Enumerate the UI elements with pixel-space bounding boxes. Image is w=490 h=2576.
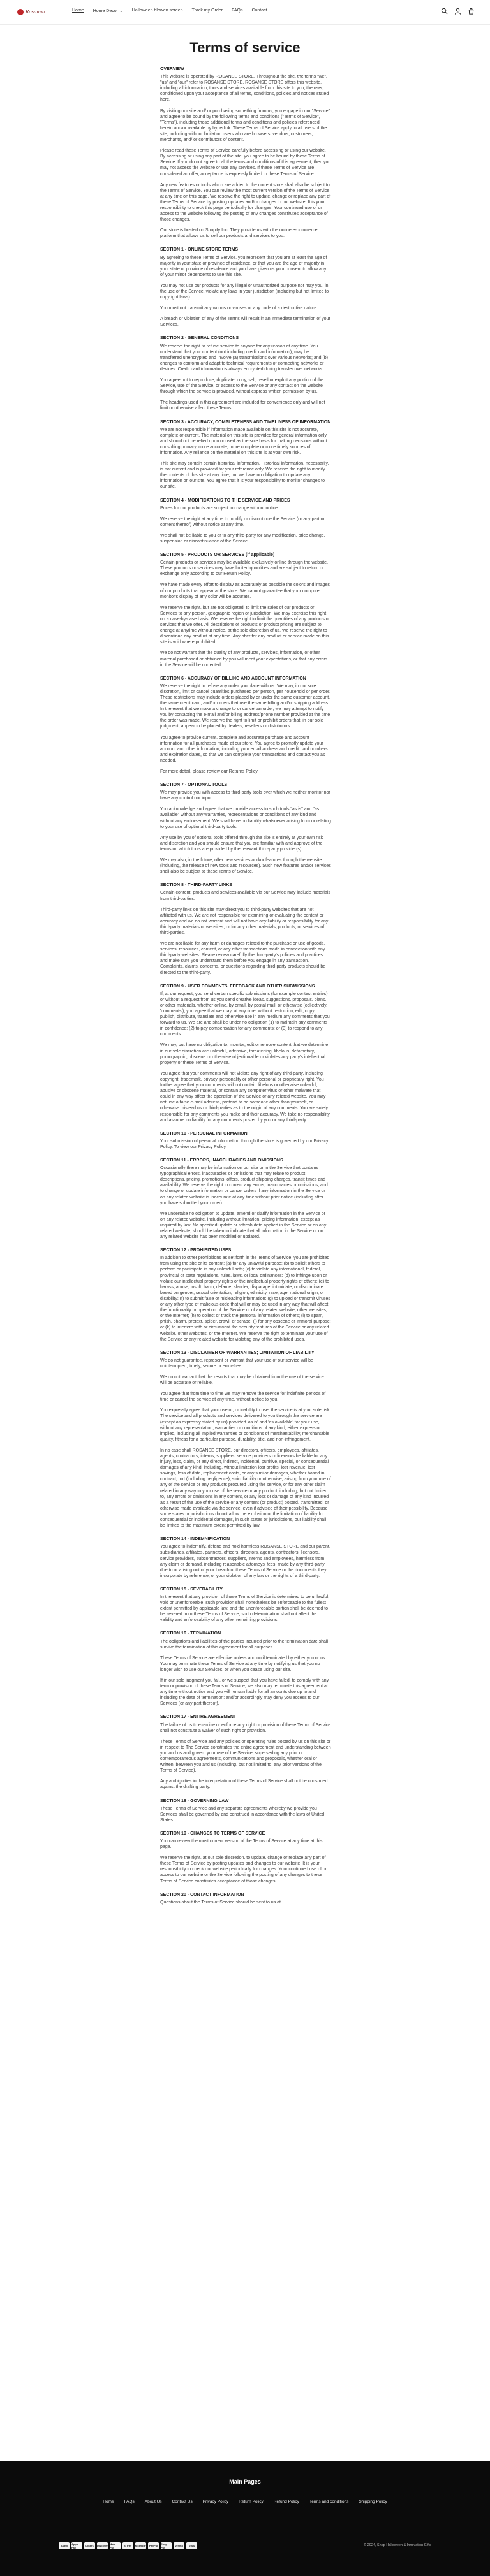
section-paragraph: We may also, in the future, offer new services and/or features through the website (including, the release of new tools and resources). Such new features and/or services shall also be subject to these Terms of Service. <box>160 858 331 875</box>
terms-section <box>160 1350 331 1529</box>
section-paragraph: We reserve the right, at our sole discretion, to update, change or replace any part of these Terms of Service by posting updates and changes to our website. It is your responsibility to check our website periodically for changes. Your continued use of or access to our website or the Service following the posting of any changes to these Terms of Service constitutes acceptance of those changes. <box>160 1856 327 1884</box>
terms-section <box>160 498 331 545</box>
section-paragraph: You agree to provide current, complete and accurate purchase and account information for all purchases made at our store. You agree to promptly update your account and other information, including your email address and credit card numbers and expiration dates, so that we can complete your transactions and contact you as needed. <box>160 735 328 763</box>
section-paragraph: You expressly agree that your use of, or inability to use, the service is at your sole risk. The service and all products and services delivered to you through the service are (except as expressly stated by us) provided 'as is' and 'as available' for your use, without any representation, warranties or conditions of any kind, either express or implied, including all implied warranties or conditions of merchantability, merchantable quality, fitness for a particular purpose, durability, title, and non-infringement. <box>160 1408 331 1442</box>
section-paragraph: Any use by you of optional tools offered through the site is entirely at your own risk and discretion and you should ensure that you are familiar with and approve of the terms on which tools are provided by the relevant third-party provider(s). <box>160 835 323 852</box>
brand-logo[interactable] <box>17 7 56 17</box>
nav-item-home-decor[interactable]: Home Decor ⌄ <box>93 9 123 13</box>
section-heading: SECTION 16 - TERMINATION <box>160 1631 221 1636</box>
section-paragraph: We do not guarantee, represent or warrant that your use of our service will be uninterrupted, timely, secure or error-free. <box>160 1358 313 1369</box>
overview-paragraph: This website is operated by ROSANSE STORE. Throughout the site, the terms "we", "us" and "our" refer to ROSANSE STORE. ROSANSE STORE offers this website, including all information, tools and services available from this site to you, the user, conditioned upon your acceptance of all terms, conditions, policies and notices stated here. <box>160 75 329 103</box>
terms-section <box>160 419 331 490</box>
payment-method-icon: Venmo <box>174 2542 184 2549</box>
terms-section <box>160 335 331 411</box>
site-header <box>0 0 490 25</box>
section-heading: SECTION 14 - INDEMNIFICATION <box>160 1537 230 1542</box>
section-heading: SECTION 11 - ERRORS, INACCURACIES AND OMISSIONS <box>160 1158 283 1163</box>
section-paragraph: We have made every effort to display as accurately as possible the colors and images of our products that appear at the store. We cannot guarantee that your computer monitor's display of any color will be accurate. <box>160 583 330 599</box>
overview-section <box>160 66 331 239</box>
terms-section <box>160 676 331 775</box>
section-heading: SECTION 5 - PRODUCTS OR SERVICES (if applicable) <box>160 553 275 558</box>
section-paragraph: Prices for our products are subject to change without notice. <box>160 506 279 511</box>
footer-link-home[interactable]: Home <box>103 2500 114 2504</box>
cart-icon[interactable] <box>468 8 475 15</box>
section-paragraph: If in our sole judgment you fail, or we suspect that you have failed, to comply with any term or provision of these Terms of Service, we also may terminate this agreement at any time without notice and you will remain liable for all amounts due up to and including the date of termination; and/or accordingly may deny you access to our Services (or any part thereof). <box>160 1678 329 1706</box>
section-paragraph: Occasionally there may be information on our site or in the Service that contains typographical errors, inaccuracies or omissions that may relate to product descriptions, pricing, promotions, offers, product shipping charges, transit times and availability. We reserve the right to correct any errors, inaccuracies or omissions, and to change or update information or cancel orders if any information in the Service or on any related website is inaccurate at any time without prior notice (including after you have submitted your order). <box>160 1166 328 1205</box>
section-paragraph: We reserve the right to refuse any order you place with us. We may, in our sole discretion, limit or cancel quantities purchased per person, per household or per order. These restrictions may include orders placed by or under the same customer account, the same credit card, and/or orders that use the same billing and/or shipping address. In the event that we make a change to or cancel an order, we may attempt to notify you by contacting the e-mail and/or billing address/phone number provided at the time the order was made. We reserve the right to limit or prohibit orders that, in our sole judgment, appear to be placed by dealers, resellers or distributors. <box>160 683 330 729</box>
footer-links <box>0 2500 490 2504</box>
payment-method-icon: Apple Pay <box>71 2542 82 2549</box>
section-paragraph: By agreeing to these Terms of Service, you represent that you are at least the age of majority in your state or province of residence, or that you are the age of majority in your state or province of residence and you have given us your consent to allow any of your minor dependents to use this site. <box>160 255 327 277</box>
overview-heading: OVERVIEW <box>160 67 184 71</box>
section-paragraph: You agree to indemnify, defend and hold harmless ROSANSE STORE and our parent, subsidiaries, affiliates, partners, officers, directors, agents, contractors, licensors, service providers, subcontractors, suppliers, interns and employees, harmless from any claim or demand, including reasonable attorneys' fees, made by any third-party due to or arising out of your breach of these Terms of Service or the documents they incorporate by reference, or your violation of any law or the rights of a third-party. <box>160 1545 330 1578</box>
overview-paragraph: Any new features or tools which are added to the current store shall also be subject to the Terms of Service. You can review the most current version of the Terms of Service at any time on this page. We reserve the right to update, change or replace any part of these Terms of Service by posting updates and/or changes to our website. It is your responsibility to check this page periodically for changes. Your continued use of or access to the website following the posting of any changes constitutes acceptance of those changes. <box>160 182 331 222</box>
section-paragraph: Certain products or services may be available exclusively online through the website. These products or services may have limited quantities and are subject to return or exchange only according to our Return Policy. <box>160 560 329 577</box>
section-paragraph: In addition to other prohibitions as set forth in the Terms of Service, you are prohibited from using the site or its content: (a) for any unlawful purpose; (b) to solicit others to perform or participate in any unlawful acts; (c) to violate any international, federal, provincial or state regulations, rules, laws, or local ordinances; (d) to infringe upon or violate our intellectual property rights or the intellectual property rights of others; (e) to harass, abuse, insult, harm, defame, slander, disparage, intimidate, or discriminate based on gender, sexual orientation, religion, ethnicity, race, age, national origin, or disability; (f) to submit false or misleading information; (g) to upload or transmit viruses or any other type of malicious code that will or may be used in any way that will affect the functionality or operation of the Service or of any related website, other websites, or the Internet; (h) to collect or track the personal information of others; (i) to spam, phish, pharm, pretext, spider, crawl, or scrape; (j) for any obscene or immoral purpose; or (k) to interfere with or circumvent the security features of the Service or any related website, other websites, or the Internet. We reserve the right to terminate your use of the Service or any related website for violating any of the prohibited uses. <box>160 1256 331 1342</box>
nav-item-contact[interactable]: Contact <box>251 8 267 13</box>
section-heading: SECTION 17 - ENTIRE AGREEMENT <box>160 1715 237 1720</box>
section-heading: SECTION 18 - GOVERNING LAW <box>160 1798 229 1803</box>
terms-section <box>160 1831 331 1884</box>
section-paragraph: We reserve the right at any time to modify or discontinue the Service (or any part or content thereof) without notice at any time. <box>160 516 325 527</box>
section-heading: SECTION 20 - CONTACT INFORMATION <box>160 1892 244 1897</box>
section-paragraph: Any ambiguities in the interpretation of these Terms of Service shall not be construed against the drafting party. <box>160 1779 328 1790</box>
section-paragraph: We shall not be liable to you or to any third-party for any modification, price change, suspension or discontinuance of the Service. <box>160 533 325 544</box>
footer-link-terms[interactable]: Terms and conditions <box>309 2500 349 2504</box>
section-heading: SECTION 8 - THIRD-PARTY LINKS <box>160 883 232 888</box>
site-footer <box>0 2461 490 2576</box>
terms-section <box>160 247 331 328</box>
terms-section <box>160 984 331 1123</box>
payment-method-icon: PayPal <box>148 2542 159 2549</box>
section-heading: SECTION 7 - OPTIONAL TOOLS <box>160 783 228 788</box>
terms-content <box>160 66 331 1910</box>
terms-section <box>160 1631 331 1706</box>
section-paragraph: We reserve the right to refuse service to anyone for any reason at any time. You understand that your content (not including credit card information), may be transferred unencrypted and involve (a) transmissions over various networks; and (b) changes to conform and adapt to technical requirements of connecting networks or devices. Credit card information is always encrypted during transfer over networks. <box>160 344 329 372</box>
payment-method-icon: AMEX <box>59 2542 70 2549</box>
section-paragraph: You must not transmit any worms or viruses or any code of a destructive nature. <box>160 306 318 311</box>
section-paragraph: The headings used in this agreement are included for convenience only and will not limit or otherwise affect these Terms. <box>160 400 325 411</box>
terms-section <box>160 1714 331 1790</box>
footer-link-shipping[interactable]: Shipping Policy <box>359 2500 387 2504</box>
section-paragraph: We do not warrant that the results that may be obtained from the use of the service will be accurate or reliable. <box>160 1374 324 1386</box>
footer-link-contact[interactable]: Contact Us <box>172 2500 193 2504</box>
terms-section <box>160 1892 331 1905</box>
section-paragraph: We undertake no obligation to update, amend or clarify information in the Service or on any related website, including without limitation, pricing information, except as required by law. No specified update or refresh date applied in the Service or on any related website, should be taken to indicate that all information in the Service or on any related website has been modified or updated. <box>160 1211 327 1240</box>
payment-method-icon: Meta Pay <box>110 2542 121 2549</box>
overview-paragraph: Our store is hosted on Shopify Inc. They provide us with the online e-commerce platform that allows us to sell our products and services to you. <box>160 228 318 239</box>
terms-section <box>160 782 331 875</box>
logo-mark-icon <box>17 9 24 15</box>
section-heading: SECTION 15 - SEVERABILITY <box>160 1587 223 1592</box>
section-paragraph: We may provide you with access to third-party tools over which we neither monitor nor have any control nor input. <box>160 790 330 801</box>
section-paragraph: Questions about the Terms of Service should be sent to us at <box>160 1900 281 1905</box>
section-paragraph: The failure of us to exercise or enforce any right or provision of these Terms of Service shall not constitute a waiver of such right or provision. <box>160 1722 331 1733</box>
section-paragraph: We do not warrant that the quality of any products, services, information, or other material purchased or obtained by you will meet your expectations, or that any errors in the Service will be corrected. <box>160 651 328 667</box>
terms-section <box>160 1536 331 1579</box>
section-heading: SECTION 19 - CHANGES TO TERMS OF SERVICE <box>160 1831 265 1836</box>
payment-method-icon: G Pay <box>122 2542 133 2549</box>
section-heading: SECTION 2 - GENERAL CONDITIONS <box>160 336 239 341</box>
header-icons <box>441 8 475 15</box>
brand-name: Rosanna <box>26 10 45 15</box>
payment-method-icon: Diners <box>84 2542 95 2549</box>
section-heading: SECTION 6 - ACCURACY OF BILLING AND ACCOUNT INFORMATION <box>160 676 306 681</box>
section-paragraph: You may not use our products for any illegal or unauthorized purpose nor may you, in the use of the Service, violate any laws in your jurisdiction (including but not limited to copyright laws). <box>160 283 329 300</box>
section-heading: SECTION 12 - PROHIBITED USES <box>160 1248 232 1253</box>
footer-link-privacy[interactable]: Privacy Policy <box>202 2500 229 2504</box>
section-heading: SECTION 3 - ACCURACY, COMPLETENESS AND TIMELINESS OF INFORMATION <box>160 419 331 425</box>
section-heading: SECTION 13 - DISCLAIMER OF WARRANTIES; LIMITATION OF LIABILITY <box>160 1350 315 1355</box>
section-heading: SECTION 10 - PERSONAL INFORMATION <box>160 1131 248 1136</box>
section-paragraph: We reserve the right, but are not obligated, to limit the sales of our products or Services to any person, geographic region or jurisdiction. We may exercise this right on a case-by-case basis. We reserve the right to limit the quantities of any products or services that we offer. All descriptions of products or product pricing are subject to change at anytime without notice, at the sole discretion of us. We reserve the right to discontinue any product at any time. Any offer for any product or service made on this site is void where prohibited. <box>160 605 330 645</box>
section-paragraph: For more detail, please review our Returns Policy. <box>160 769 259 774</box>
nav-item-faqs[interactable]: FAQs <box>231 8 243 13</box>
terms-section <box>160 1158 331 1240</box>
section-paragraph: These Terms of Service and any policies or operating rules posted by us on this site or in respect to The Service constitutes the entire agreement and understanding between you and us and govern your use of the Service, superseding any prior or contemporaneous agreements, communications and proposals, whether oral or written, between you and us (including, but not limited to, any prior versions of the Terms of Service). <box>160 1739 331 1773</box>
section-paragraph: This site may contain certain historical information. Historical information, necessarily, is not current and is provided for your reference only. We reserve the right to modify the contents of this site at any time, but we have no obligation to update any information on our site. You agree that it is your responsibility to monitor changes to our site. <box>160 462 329 490</box>
footer-heading: Main Pages <box>229 2478 261 2485</box>
overview-paragraph: Please read these Terms of Service carefully before accessing or using our website. By accessing or using any part of the site, you agree to be bound by these Terms of Service. If you do not agree to all the terms and conditions of this agreement, then you may not access the website or use any services. If these Terms of Service are considered an offer, acceptance is expressly limited to these Terms of Service. <box>160 149 331 177</box>
footer-link-return[interactable]: Return Policy <box>239 2500 264 2504</box>
section-heading: SECTION 4 - MODIFICATIONS TO THE SERVICE AND PRICES <box>160 498 290 503</box>
payment-icons <box>59 2542 197 2549</box>
nav-item-halloween-screen[interactable]: Halloween blowen screen <box>131 8 183 13</box>
section-paragraph: We are not liable for any harm or damages related to the purchase or use of goods, services, resources, content, or any other transactions made in connection with any third-party websites. Please review carefully the third-party's policies and practices and make sure you understand them before you engage in any transaction. Complaints, claims, concerns, or questions regarding third-party products should be directed to the third-party. <box>160 942 326 975</box>
page-title: Terms of service <box>189 40 301 55</box>
section-paragraph: We are not responsible if information made available on this site is not accurate, complete or current. The material on this site is provided for general information only and should not be relied upon or used as the sole basis for making decisions without consulting primary, more accurate, more complete or more timely sources of information. Any reliance on the material on this site is at your own risk. <box>160 427 327 455</box>
section-paragraph: You acknowledge and agree that we provide access to such tools "as is" and "as available" without any warranties, representations or conditions of any kind and without any endorsement. We shall have no liability whatsoever arising from or relating to your use of optional third-party tools. <box>160 807 331 829</box>
section-paragraph: A breach or violation of any of the Terms will result in an immediate termination of your Services. <box>160 317 330 328</box>
section-paragraph: In no case shall ROSANSE STORE, our directors, officers, employees, affiliates, agents, contractors, interns, suppliers, service providers or licensors be liable for any injury, loss, claim, or any direct, indirect, incidental, punitive, special, or consequential damages of any kind, including, without limitation lost profits, lost revenue, lost savings, loss of data, replacement costs, or any similar damages, whether based in contract, tort (including negligence), strict liability or otherwise, arising from your use of any of the service or any products procured using the service, or for any other claim related in any way to your use of the service or any product, including, but not limited to, any errors or omissions in any content, or any loss or damage of any kind incurred as a result of the use of the service or any content (or product) posted, transmitted, or otherwise made available via the service, even if advised of their possibility. Because some states or jurisdictions do not allow the exclusion or the limitation of liability for consequential or incidental damages, in such states or jurisdictions, our liability shall be limited to the maximum extent permitted by law. <box>160 1448 331 1529</box>
nav-item-track-order[interactable]: Track my Order <box>191 8 223 13</box>
terms-section <box>160 882 331 975</box>
overview-paragraph: By visiting our site and/ or purchasing something from us, you engage in our "Service" and agree to be bound by the following terms and conditions ("Terms of Service", "Terms"), including those additional terms and conditions and policies referenced herein and/or available by hyperlink. These Terms of Service apply to all users of the site, including without limitation users who are browsers, vendors, customers, merchants, and/ or contributors of content. <box>160 108 330 143</box>
footer-link-faqs[interactable]: FAQs <box>124 2500 135 2504</box>
section-paragraph: You agree that from time to time we may remove the service for indefinite periods of time or cancel the service at any time, without notice to you. <box>160 1392 326 1402</box>
payment-method-icon: Shop Pay <box>161 2542 172 2549</box>
section-paragraph: The obligations and liabilities of the parties incurred prior to the termination date shall survive the termination of this agreement for all purposes. <box>160 1639 329 1650</box>
footer-link-refund[interactable]: Refund Policy <box>273 2500 299 2504</box>
nav-item-home[interactable]: Home <box>72 8 84 13</box>
section-paragraph: We may, but have no obligation to, monitor, edit or remove content that we determine in our sole discretion are unlawful, offensive, threatening, libelous, defamatory, pornographic, obscene or otherwise objectionable or violates any party's intellectual property or these Terms of Service. <box>160 1043 329 1065</box>
copyright: © 2024, Shop Halloween & Innovation Gifts <box>364 2543 431 2547</box>
terms-sections <box>160 247 331 1905</box>
account-icon[interactable] <box>454 8 461 15</box>
payment-method-icon: Discover <box>97 2542 108 2549</box>
section-paragraph: If, at our request, you send certain specific submissions (for example contest entries) or without a request from us you send creative ideas, suggestions, proposals, plans, or other materials, whether online, by email, by postal mail, or otherwise (collectively, 'comments'), you agree that we may, at any time, without restriction, edit, copy, publish, distribute, translate and otherwise use in any medium any comments that you forward to us. We are and shall be under no obligation (1) to maintain any comments in confidence; (2) to pay compensation for any comments; or (3) to respond to any comments. <box>160 991 330 1037</box>
section-paragraph: Certain content, products and services available via our Service may include materials from third-parties. <box>160 891 330 901</box>
footer-link-about[interactable]: About Us <box>144 2500 162 2504</box>
section-paragraph: You can review the most current version of the Terms of Service at any time at this page. <box>160 1838 323 1850</box>
payment-method-icon: Mastercard <box>135 2542 146 2549</box>
search-icon[interactable] <box>441 8 448 15</box>
terms-section <box>160 1798 331 1823</box>
section-paragraph: You agree not to reproduce, duplicate, copy, sell, resell or exploit any portion of the Service, use of the Service, or access to the Service or any contact on the website through which the service is provided, without express written permission by us. <box>160 378 324 395</box>
terms-section <box>160 552 331 668</box>
section-heading: SECTION 1 - ONLINE STORE TERMS <box>160 247 238 252</box>
terms-section <box>160 1248 331 1343</box>
section-paragraph: These Terms of Service and any separate agreements whereby we provide you Services shall be governed by and construed in accordance with the laws of United States. <box>160 1806 325 1823</box>
section-paragraph: Third-party links on this site may direct you to third-party websites that are not affiliated with us. We are not responsible for examining or evaluating the content or accuracy and we do not warrant and will not have any liability or responsibility for any third-party materials or websites, or for any other materials, products, or services of third-parties. <box>160 907 329 935</box>
section-paragraph: These Terms of Service are effective unless and until terminated by either you or us. You may terminate these Terms of Service at any time by notifying us that you no longer wish to use our Services, or when you cease using our site. <box>160 1655 327 1672</box>
terms-section <box>160 1587 331 1624</box>
section-paragraph: In the event that any provision of these Terms of Service is determined to be unlawful, void or unenforceable, such provision shall nonetheless be enforceable to the fullest extent permitted by applicable law, and the unenforceable portion shall be deemed to be severed from these Terms of Service, such determination shall not affect the validity and enforceability of any other remaining provisions. <box>160 1594 330 1623</box>
section-heading: SECTION 9 - USER COMMENTS, FEEDBACK AND OTHER SUBMISSIONS <box>160 984 315 989</box>
payment-method-icon: VISA <box>186 2542 197 2549</box>
section-paragraph: Your submission of personal information through the store is governed by our Privacy Policy. To view our Privacy Policy. <box>160 1139 329 1149</box>
main-nav <box>72 8 267 13</box>
terms-section <box>160 1131 331 1150</box>
section-paragraph: You agree that your comments will not violate any right of any third-party, including copyright, trademark, privacy, personality or other personal or proprietary right. You further agree that your comments will not contain libelous or otherwise unlawful, abusive or obscene material, or contain any computer virus or other malware that could in any way affect the operation of the Service or any related website. You may not use a false e-mail address, pretend to be someone other than yourself, or otherwise mislead us or third-parties as to the origin of any comments. You are solely responsible for any comments you make and their accuracy. We take no responsibility and assume no liability for any comments posted by you or any third-party. <box>160 1071 330 1123</box>
